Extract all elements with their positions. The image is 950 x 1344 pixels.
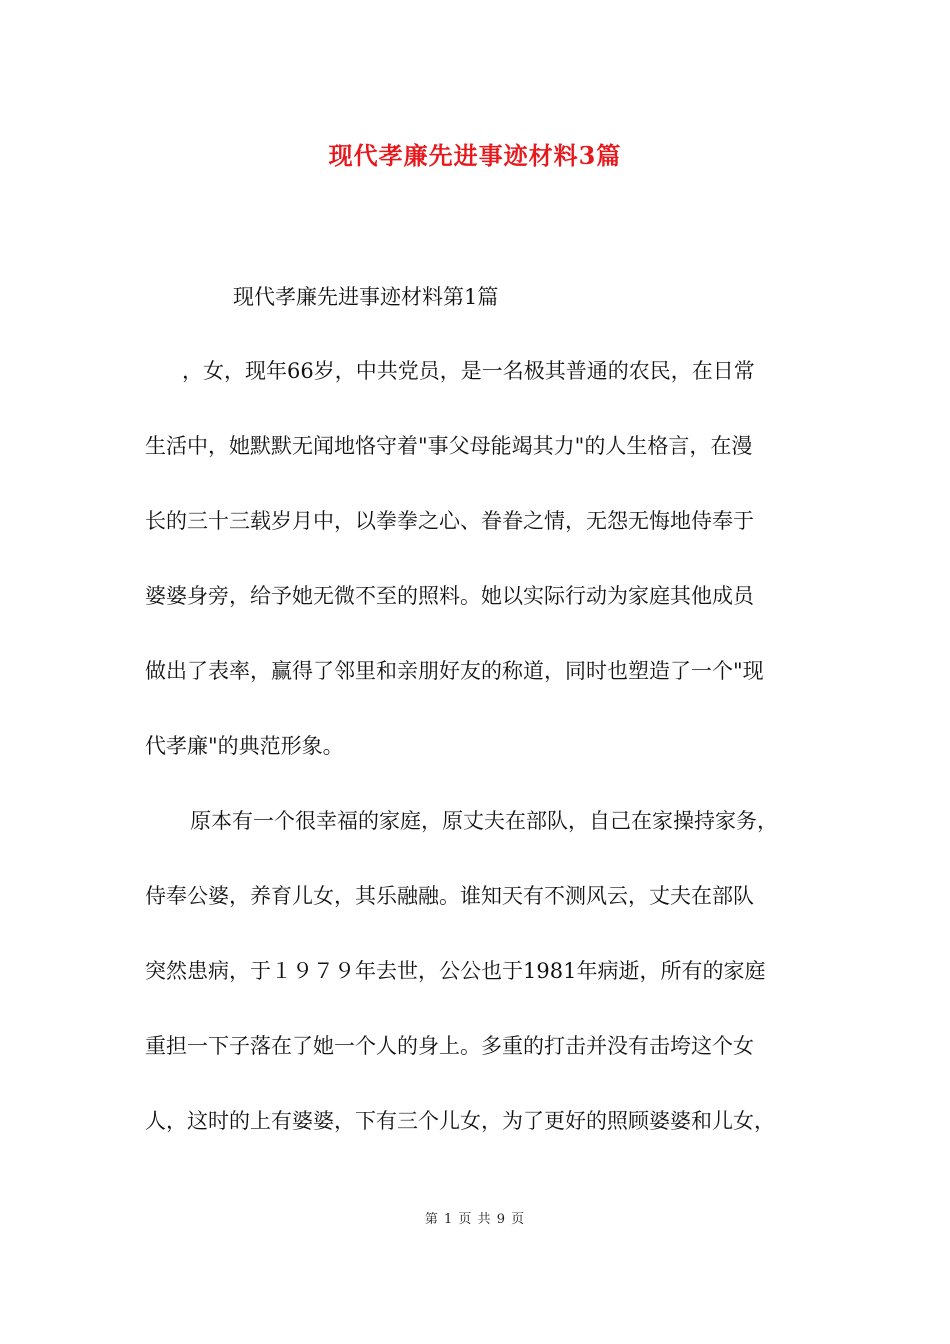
text-line: 重担一下子落在了她一个人的身上。多重的打击并没有击垮这个女 — [145, 1034, 754, 1058]
text-line: 婆婆身旁，给予她无微不至的照料。她以实际行动为家庭其他成员 — [145, 584, 754, 608]
text-line: 人，这时的上有婆婆，下有三个儿女，为了更好的照顾婆婆和儿女， — [145, 1109, 775, 1133]
document-title: 现代孝廉先进事迹材料3篇 — [328, 141, 622, 170]
text-line: ，女，现年66岁，中共党员，是一名极其普通的农民，在日常 — [182, 359, 755, 383]
text-line: 原本有一个很幸福的家庭，原丈夫在部队，自己在家操持家务， — [190, 809, 778, 833]
text-line: 代孝廉"的典范形象。 — [145, 734, 344, 758]
text-line: 做出了表率，赢得了邻里和亲朋好友的称道，同时也塑造了一个"现 — [145, 659, 764, 683]
section-heading: 现代孝廉先进事迹材料第1篇 — [233, 285, 499, 309]
text-line: 突然患病，于１９７９年去世，公公也于1981年病逝，所有的家庭 — [145, 959, 766, 983]
page-number: 第 1 页 共 9 页 — [424, 1212, 526, 1227]
text-line: 侍奉公婆，养育儿女，其乐融融。谁知天有不测风云，丈夫在部队 — [145, 884, 754, 908]
text-line: 长的三十三载岁月中，以拳拳之心、眷眷之情，无怨无悔地侍奉于 — [145, 509, 754, 533]
text-line: 生活中，她默默无闻地恪守着"事父母能竭其力"的人生格言，在漫 — [145, 434, 753, 458]
